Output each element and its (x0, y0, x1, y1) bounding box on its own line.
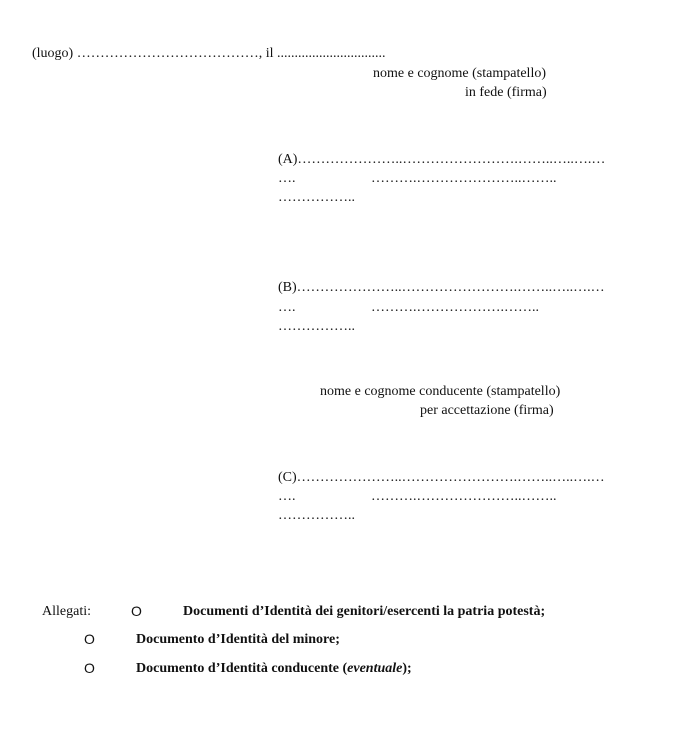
section-c-line2: …. (278, 489, 296, 504)
attachments-label: Allegati: (42, 604, 91, 619)
name-caption: nome e cognome (stampatello) (373, 66, 546, 81)
optional-note: eventuale (347, 661, 403, 676)
place-date-line: (luogo) …………………………………, il ............................... (32, 46, 386, 61)
section-c-line3: ……….…………………..…….. (371, 489, 557, 504)
attachment-item-driver-id (136, 660, 412, 677)
section-b-line4: …………….. (278, 319, 355, 334)
section-c-line4: …………….. (278, 508, 355, 523)
bullet-icon: O (84, 660, 95, 676)
driver-name-caption: nome e cognome conducente (stampatello) (320, 384, 561, 399)
bullet-icon: O (131, 603, 142, 619)
sign-caption: in fede (firma) (465, 85, 547, 100)
section-c-line1: (C)…………………..…………………….……..…..….… (278, 470, 605, 485)
attachment-item-driver-id-end: ); (402, 661, 412, 676)
section-a-line4: …………….. (278, 190, 355, 205)
bullet-icon: O (84, 631, 95, 647)
section-b-line1: (B)…………………..…………………….……..…..….… (278, 280, 605, 295)
section-b-line3: ……….……………….…….. (371, 300, 539, 315)
section-a-line1: (A)…………………..…………………….……..…..….… (278, 152, 606, 167)
attachment-item-parents-id: Documenti d’Identità dei genitori/esercenti la patria potestà; (183, 604, 546, 619)
driver-sign-caption: per accettazione (firma) (420, 403, 554, 418)
section-a-line3: ……….…………………..…….. (371, 171, 557, 186)
section-a-line2: …. (278, 171, 296, 186)
attachment-item-driver-id-text: Documento d’Identità conducente ( (136, 661, 348, 676)
section-b-line2: …. (278, 300, 296, 315)
attachment-item-minor-id: Documento d’Identità del minore; (136, 632, 340, 647)
